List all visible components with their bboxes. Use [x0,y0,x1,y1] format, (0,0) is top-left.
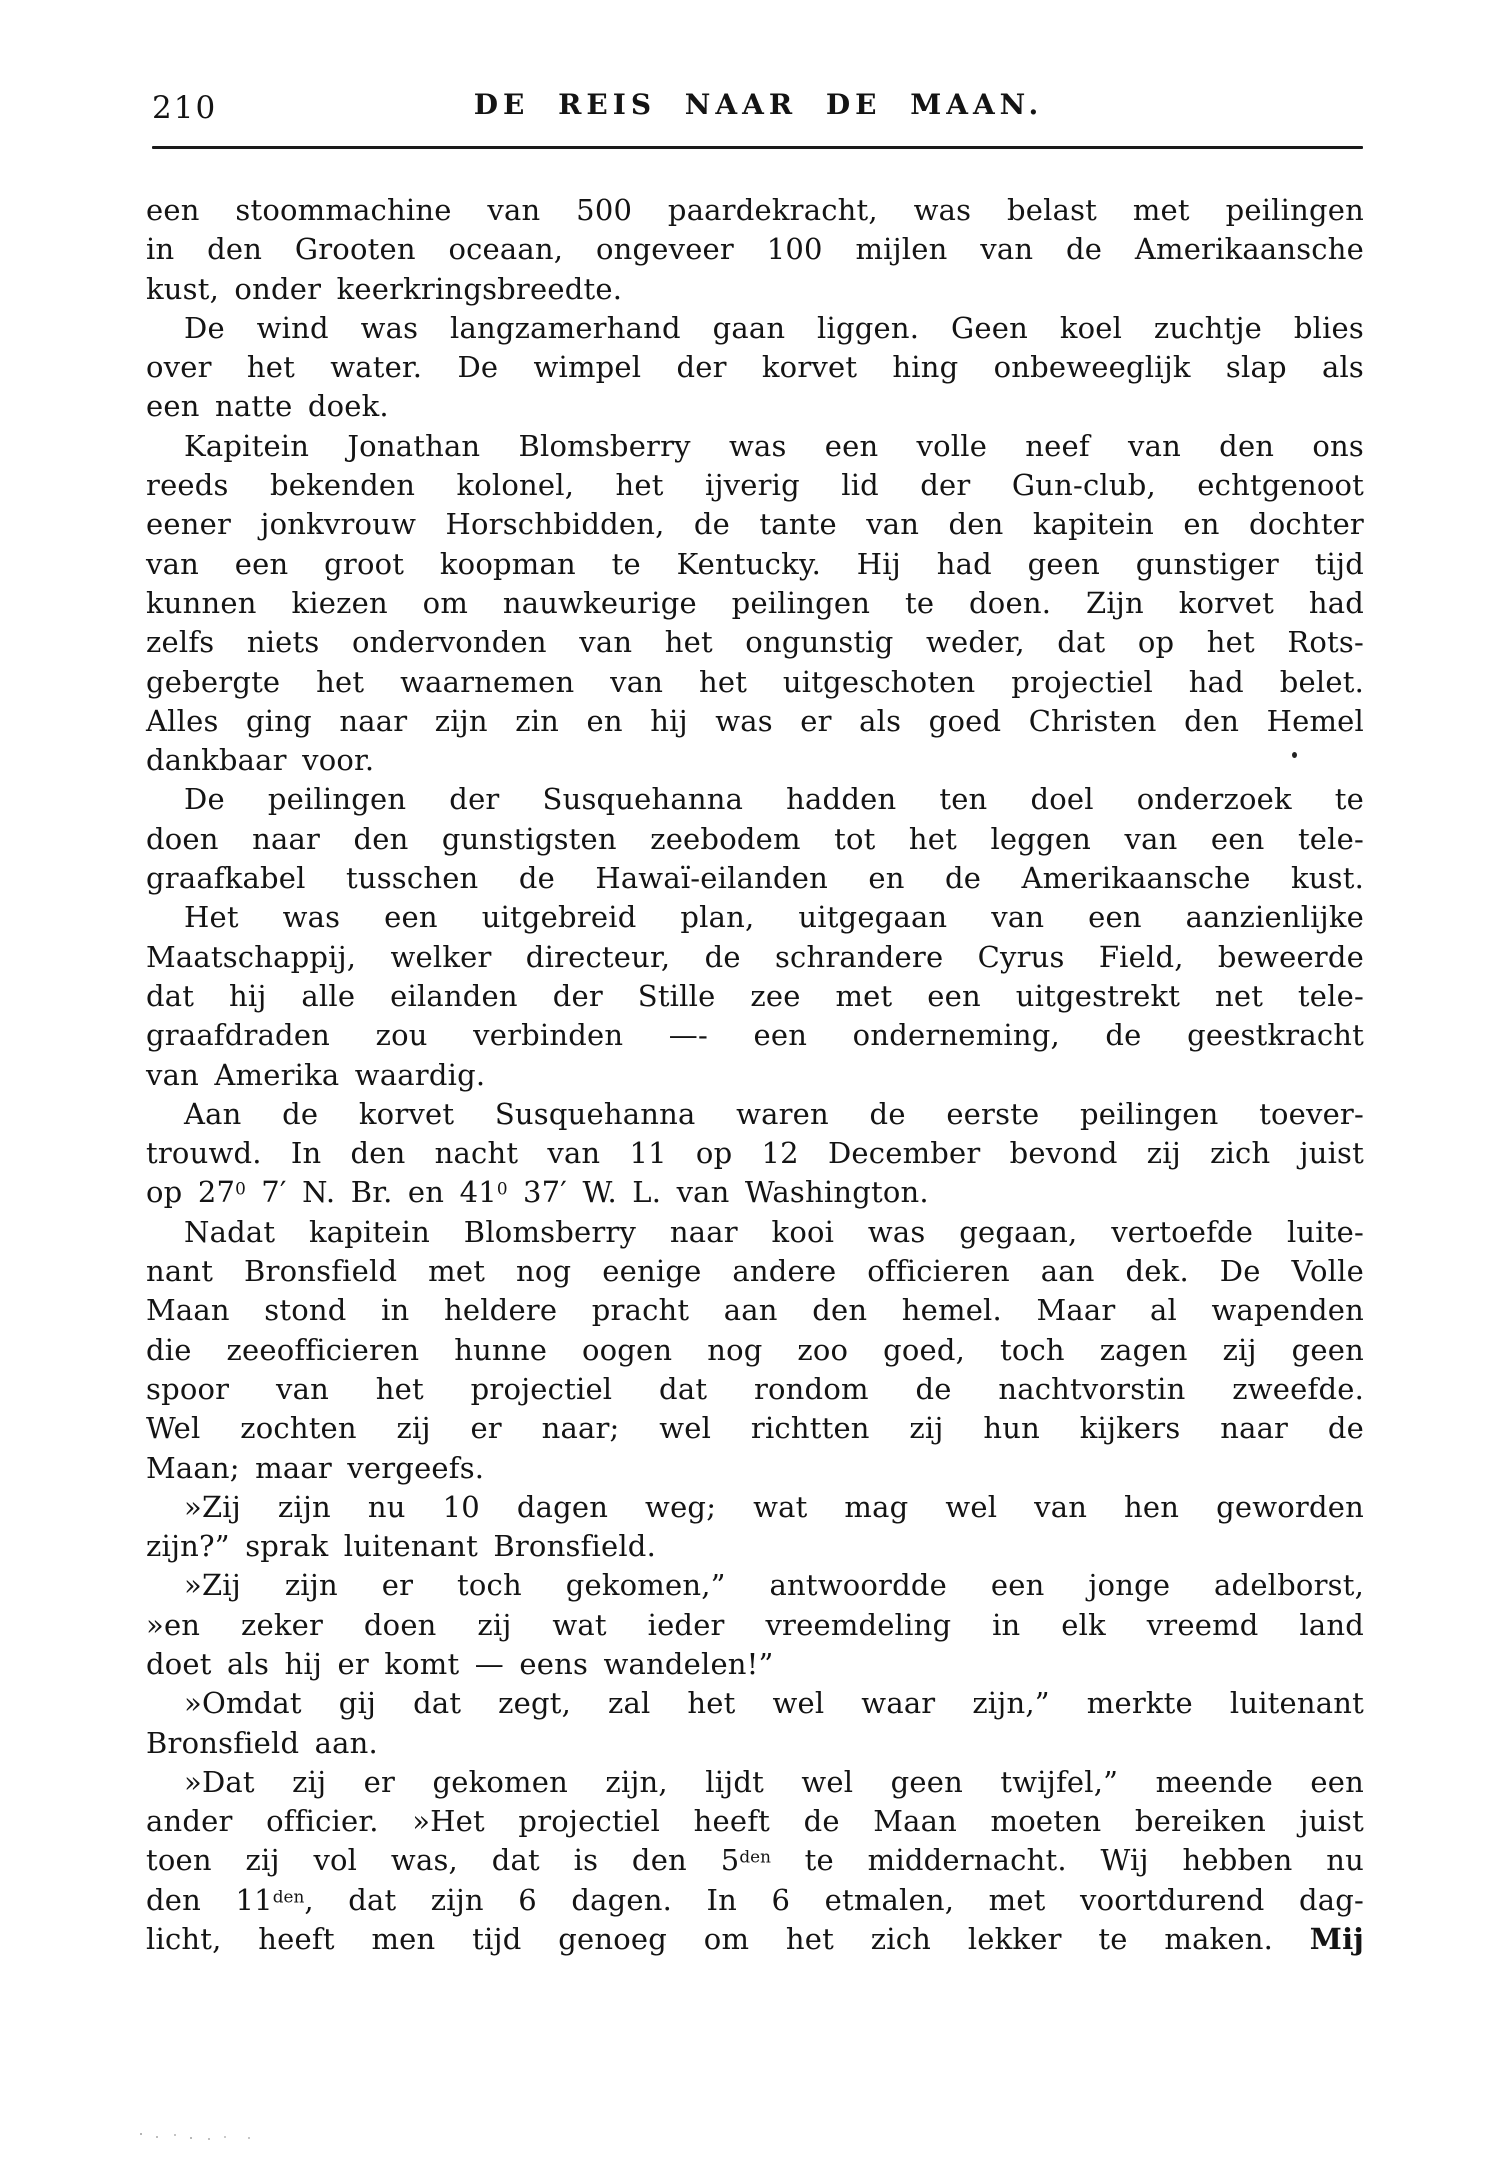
line-text: doen naar den gunstigsten zeebodem tot het leggen van een tele- [146,821,1364,856]
text-line [146,191,1364,230]
text-line [146,820,1364,859]
line-text: Alles ging naar zijn zin en hij was er als goed Christen den Hemel [146,703,1364,738]
line-text: Maan stond in heldere pracht aan den hemel. Maar al wapenden [146,1293,1364,1328]
header-rule [152,146,1363,149]
line-text: van Amerika waardig. [146,1057,486,1092]
line-text: 7′ N. Br. en 41 [245,1175,497,1210]
text-line [146,584,1364,623]
text-line [146,741,1364,780]
superscript-text: 0 [235,1178,246,1199]
text-line [146,1449,1364,1488]
line-text: te middernacht. Wij hebben nu [770,1843,1364,1878]
text-line [146,702,1364,741]
text-line [146,1841,1364,1880]
line-text: doet als hij er komt — eens wandelen!” [146,1646,774,1681]
page-header [152,86,1365,130]
text-line [146,977,1364,1016]
text-line [146,1881,1364,1920]
line-text: kust, onder keerkringsbreedte. [146,271,623,306]
line-text: »Omdat gij dat zegt, zal het wel waar zijn,” merkte luitenant [184,1686,1364,1721]
line-text: Maatschappij, welker directeur, de schrandere Cyrus Field, beweerde [146,939,1364,974]
line-text: op 27 [146,1175,236,1210]
superscript-text: den [739,1846,771,1867]
text-line [146,938,1364,977]
line-text: »Zij zijn nu 10 dagen weg; wat mag wel van hen geworden [184,1489,1364,1524]
text-line [146,1331,1364,1370]
text-line [146,1724,1364,1763]
line-text: zelfs niets ondervonden van het ongunstig weder, dat op het Rots- [146,625,1364,660]
line-text: reeds bekenden kolonel, het ijverig lid der Gun-club, echtgenoot [146,468,1364,503]
line-text: Het was een uitgebreid plan, uitgegaan van een aanzienlijke [184,900,1364,935]
line-text: , dat zijn 6 dagen. In 6 etmalen, met voortdurend dag- [304,1882,1365,1917]
line-text: nant Bronsfield met nog eenige andere officieren aan dek. De Volle [146,1254,1364,1289]
text-line [146,1291,1364,1330]
text-line [146,1606,1364,1645]
text-line [146,1763,1364,1802]
text-line [146,1527,1364,1566]
text-line [146,1488,1364,1527]
text-line [146,1370,1364,1409]
line-text: Mij [1309,1922,1364,1957]
page-number: 210 [152,90,218,126]
line-text: van een groot koopman te Kentucky. Hij had geen gunstiger tijd [146,546,1364,581]
text-line [146,1095,1364,1134]
text-line [146,427,1364,466]
line-text: »Dat zij er gekomen zijn, lijdt wel geen twijfel,” meende een [184,1764,1364,1799]
text-line [146,505,1364,544]
line-text: De wind was langzamerhand gaan liggen. Geen koel zuchtje blies [184,310,1364,345]
line-text: een natte doek. [146,389,389,424]
running-title: DE REIS NAAR DE MAAN. [473,88,1044,121]
text-line [146,1645,1364,1684]
text-line [146,1252,1364,1291]
line-text: kunnen kiezen om nauwkeurige peilingen te doen. Zijn korvet had [146,585,1364,620]
text-line [146,309,1364,348]
line-text: Maan; maar vergeefs. [146,1450,485,1485]
line-text: graafkabel tusschen de Hawaï-eilanden en de Amerikaansche kust. [146,861,1364,896]
line-text: graafdraden zou verbinden —- een onderneming, de geestkracht [146,1018,1364,1053]
text-line [146,898,1364,937]
line-text: Bronsfield aan. [146,1725,378,1760]
line-text: toen zij vol was, dat is den 5 [146,1843,740,1878]
text-line [146,623,1364,662]
superscript-text: 0 [496,1178,508,1199]
line-text: eener jonkvrouw Horschbidden, de tante van den kapitein en dochter [146,507,1364,542]
line-text: 37′ W. L. van Washington. [507,1175,929,1210]
ink-dot [1292,752,1297,758]
line-text: Aan de korvet Susquehanna waren de eerste peilingen toever- [184,1096,1364,1131]
line-text: in den Grooten oceaan, ongeveer 100 mijlen van de Amerikaansche [146,232,1364,267]
line-text: ander officier. »Het projectiel heeft de Maan moeten bereiken juist [146,1804,1364,1839]
text-line [146,1566,1364,1605]
text-line [146,545,1364,584]
line-text: zijn?” sprak luitenant Bronsfield. [146,1529,656,1564]
text-line [146,1409,1364,1448]
line-text: »en zeker doen zij wat ieder vreemdeling in elk vreemd land [146,1607,1364,1642]
line-text: een stoommachine van 500 paardekracht, was belast met peilingen [146,193,1364,227]
text-line [146,230,1364,269]
line-text: dankbaar voor. [146,743,375,778]
scan-specks [140,2133,142,2135]
text-line [146,1920,1364,1959]
line-text: »Zij zijn er toch gekomen,” antwoordde een jonge adelborst, [184,1568,1364,1603]
text-line [146,859,1364,898]
line-text: die zeeofficieren hunne oogen nog zoo goed, toch zagen zij geen [146,1332,1364,1367]
text-line [146,270,1364,309]
text-line [146,1056,1364,1095]
text-line [146,348,1364,387]
line-text: licht, heeft men tijd genoeg om het zich lekker te maken. [146,1922,1310,1957]
text-line [146,1173,1364,1212]
line-text: Wel zochten zij er naar; wel richtten zij hun kijkers naar de [146,1411,1364,1446]
line-text: den 11 [146,1882,273,1917]
superscript-text: den [272,1886,305,1907]
line-text: gebergte het waarnemen van het uitgeschoten projectiel had belet. [146,664,1364,699]
line-text: spoor van het projectiel dat rondom de nachtvorstin zweefde. [146,1371,1364,1406]
body-text [146,191,1364,1959]
text-line [146,780,1364,819]
line-text: trouwd. In den nacht van 11 op 12 December bevond zij zich juist [146,1136,1364,1171]
text-line [146,1213,1364,1252]
line-text: over het water. De wimpel der korvet hing onbeweeglijk slap als [146,350,1364,385]
line-text: Nadat kapitein Blomsberry naar kooi was gegaan, vertoefde luite- [184,1214,1364,1249]
line-text: dat hij alle eilanden der Stille zee met een uitgestrekt net tele- [146,978,1364,1013]
text-line [146,1134,1364,1173]
line-text: Kapitein Jonathan Blomsberry was een volle neef van den ons [184,428,1364,463]
line-text: De peilingen der Susquehanna hadden ten doel onderzoek te [184,782,1364,817]
text-line [146,466,1364,505]
text-line [146,1684,1364,1723]
text-line [146,387,1364,426]
text-line [146,1802,1364,1841]
text-line [146,1016,1364,1055]
text-line [146,663,1364,702]
